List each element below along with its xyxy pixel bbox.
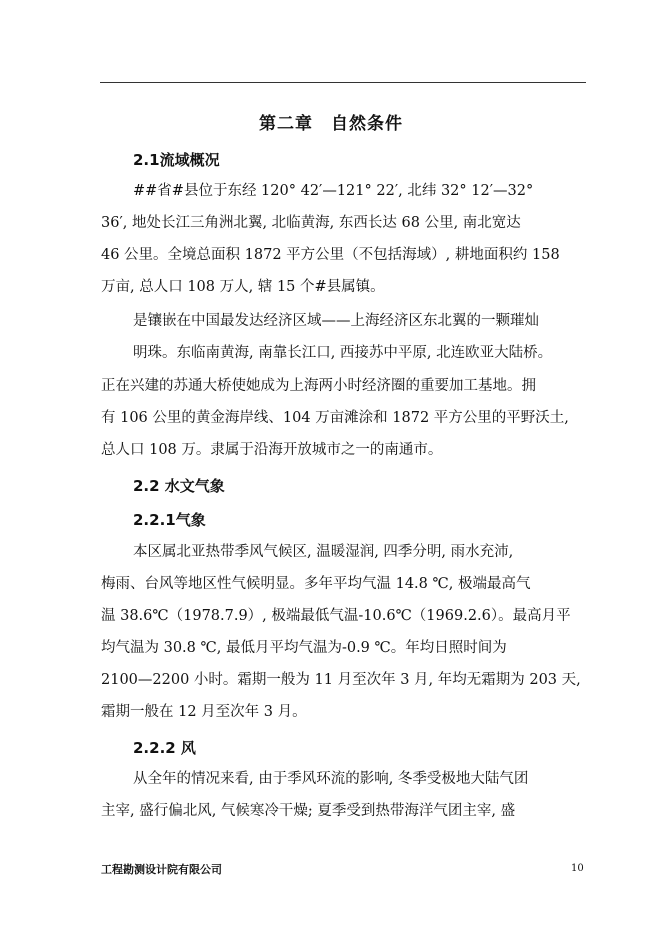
paragraph-line: 明珠。东临南黄海, 南靠长江口, 西接苏中平原, 北连欧亚大陆桥。 [133, 345, 553, 361]
paragraph-line: 从全年的情况来看, 由于季风环流的影响, 冬季受极地大陆气团 [133, 771, 529, 787]
paragraph-line: 万亩, 总人口 108 万人, 辖 15 个#县属镇。 [101, 279, 385, 295]
paragraph-line: 温 38.6℃（1978.7.9）, 极端最低气温-10.6℃（1969.2.6）。最高月平 [101, 608, 571, 624]
paragraph-line: 总人口 108 万。隶属于沿海开放城市之一的南通市。 [101, 442, 443, 458]
section-heading-2-2-2: 2.2.2 风 [133, 739, 196, 757]
paragraph-line: ##省#县位于东经 120° 42′—121° 22′, 北纬 32° 12′—32° [133, 183, 534, 199]
header-rule [100, 82, 586, 83]
paragraph-line: 正在兴建的苏通大桥使她成为上海两小时经济圈的重要加工基地。拥 [101, 378, 536, 394]
paragraph-line: 36′, 地处长江三角洲北翼, 北临黄海, 东西长达 68 公里, 南北宽达 [101, 215, 521, 231]
section-heading-2-2-1: 2.2.1气象 [133, 511, 206, 529]
paragraph-line: 本区属北亚热带季风气候区, 温暖湿润, 四季分明, 雨水充沛, [133, 544, 514, 560]
paragraph-line: 主宰, 盛行偏北风, 气候寒冷干燥; 夏季受到热带海洋气团主宰, 盛 [101, 803, 516, 819]
paragraph-line: 46 公里。全境总面积 1872 平方公里（不包括海域）, 耕地面积约 158 [101, 247, 560, 263]
paragraph-line: 均气温为 30.8 ℃, 最低月平均气温为-0.9 ℃。年均日照时间为 [101, 640, 507, 656]
section-heading-2-1: 2.1流域概况 [133, 151, 220, 169]
paragraph-line: 霜期一般在 12 月至次年 3 月。 [101, 704, 307, 720]
paragraph-line: 2100—2200 小时。霜期一般为 11 月至次年 3 月, 年均无霜期为 203 天, [101, 672, 581, 688]
paragraph-line: 有 106 公里的黄金海岸线、104 万亩滩涂和 1872 平方公里的平野沃土, [101, 410, 569, 426]
footer-company: 工程勘测设计院有限公司 [101, 863, 222, 876]
paragraph-line: 梅雨、台风等地区性气候明显。多年平均气温 14.8 ℃, 极端最高气 [101, 576, 531, 592]
chapter-title: 第二章 自然条件 [259, 114, 403, 134]
page-number: 10 [571, 863, 584, 874]
section-heading-2-2: 2.2 水文气象 [133, 477, 225, 495]
paragraph-line: 是镶嵌在中国最发达经济区域——上海经济区东北翼的一颗璀灿 [133, 313, 539, 329]
